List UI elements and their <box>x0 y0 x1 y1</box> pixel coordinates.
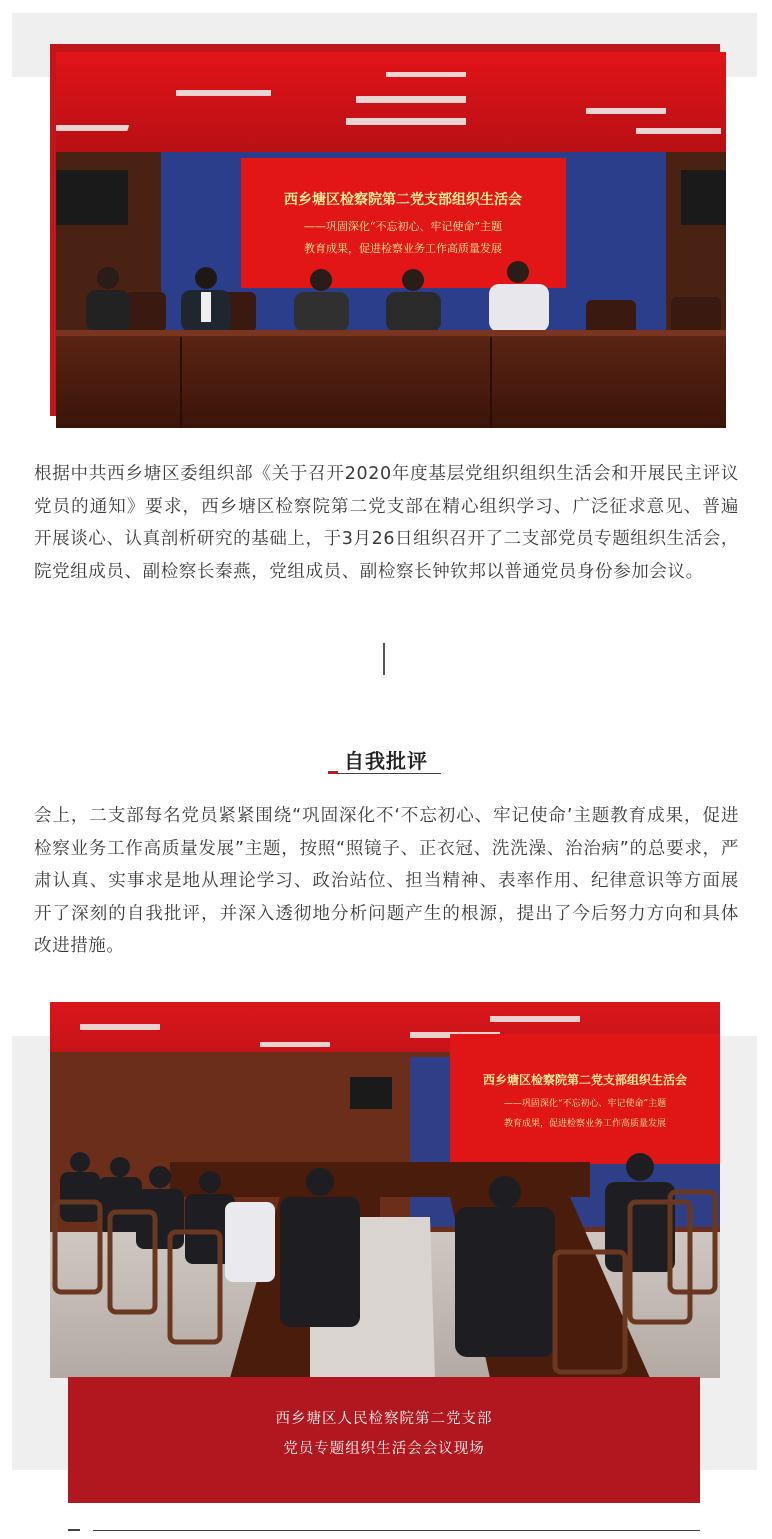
banner2-line-2: ——巩固深化“不忘初心、牢记使命”主题 <box>503 1099 667 1109</box>
caption-line-1: 西乡塘区人民检察院第二党支部 <box>275 1411 493 1427</box>
banner-line-2: ——巩固深化“不忘初心、牢记使命”主题 <box>303 220 503 233</box>
banner-line-3: 教育成果，促进检察业务工作高质量发展 <box>304 242 502 255</box>
banner2-line-3: 教育成果，促进检察业务工作高质量发展 <box>503 1119 667 1129</box>
meeting-photo-1 <box>56 52 726 428</box>
caption-line-2: 党员专题组织生活会会议现场 <box>283 1441 485 1457</box>
footer-tick <box>68 1529 80 1531</box>
photo-caption <box>68 1377 700 1503</box>
intro-paragraph: 根据中共西乡塘区委组织部《关于召开2020年度基层党组织组织生活会和开展民主评议党员的通知》要求，西乡塘区检察院第二党支部在精心组织学习、广泛征求意见、普遍开展谈心、认真剖析研究的基础上，于3月26日组织召开了二支部党员专题组织生活会，院党组成员、副检察长秦燕，党组成员、副检察长钟钦邦以普通党员身份参加会议。 <box>34 464 739 582</box>
footer-divider <box>93 1530 700 1531</box>
banner2-line-1: 西乡塘区检察院第二党支部组织生活会 <box>482 1073 688 1087</box>
title-underline <box>328 773 441 774</box>
section-title: 自我批评 <box>344 749 428 773</box>
meeting-photo-2 <box>50 1002 720 1378</box>
vertical-divider <box>383 643 385 675</box>
banner-line-1: 西乡塘区检察院第二党支部组织生活会 <box>284 192 522 208</box>
title-accent-tick <box>328 771 338 774</box>
self-criticism-paragraph: 会上，二支部每名党员紧紧围绕“巩固深化不‘不忘初心、牢记使命’主题教育成果，促进检察业务工作高质量发展”主题，按照“照镜子、正衣冠、洗洗澡、治治病”的总要求，严肃认真、实事求是地从理论学习、政治站位、担当精神、表率作用、纪律意识等方面展开了深刻的自我批评，并深入透彻地分析问题产生的根源，提出了今后努力方向和具体改进措施。 <box>34 806 739 956</box>
